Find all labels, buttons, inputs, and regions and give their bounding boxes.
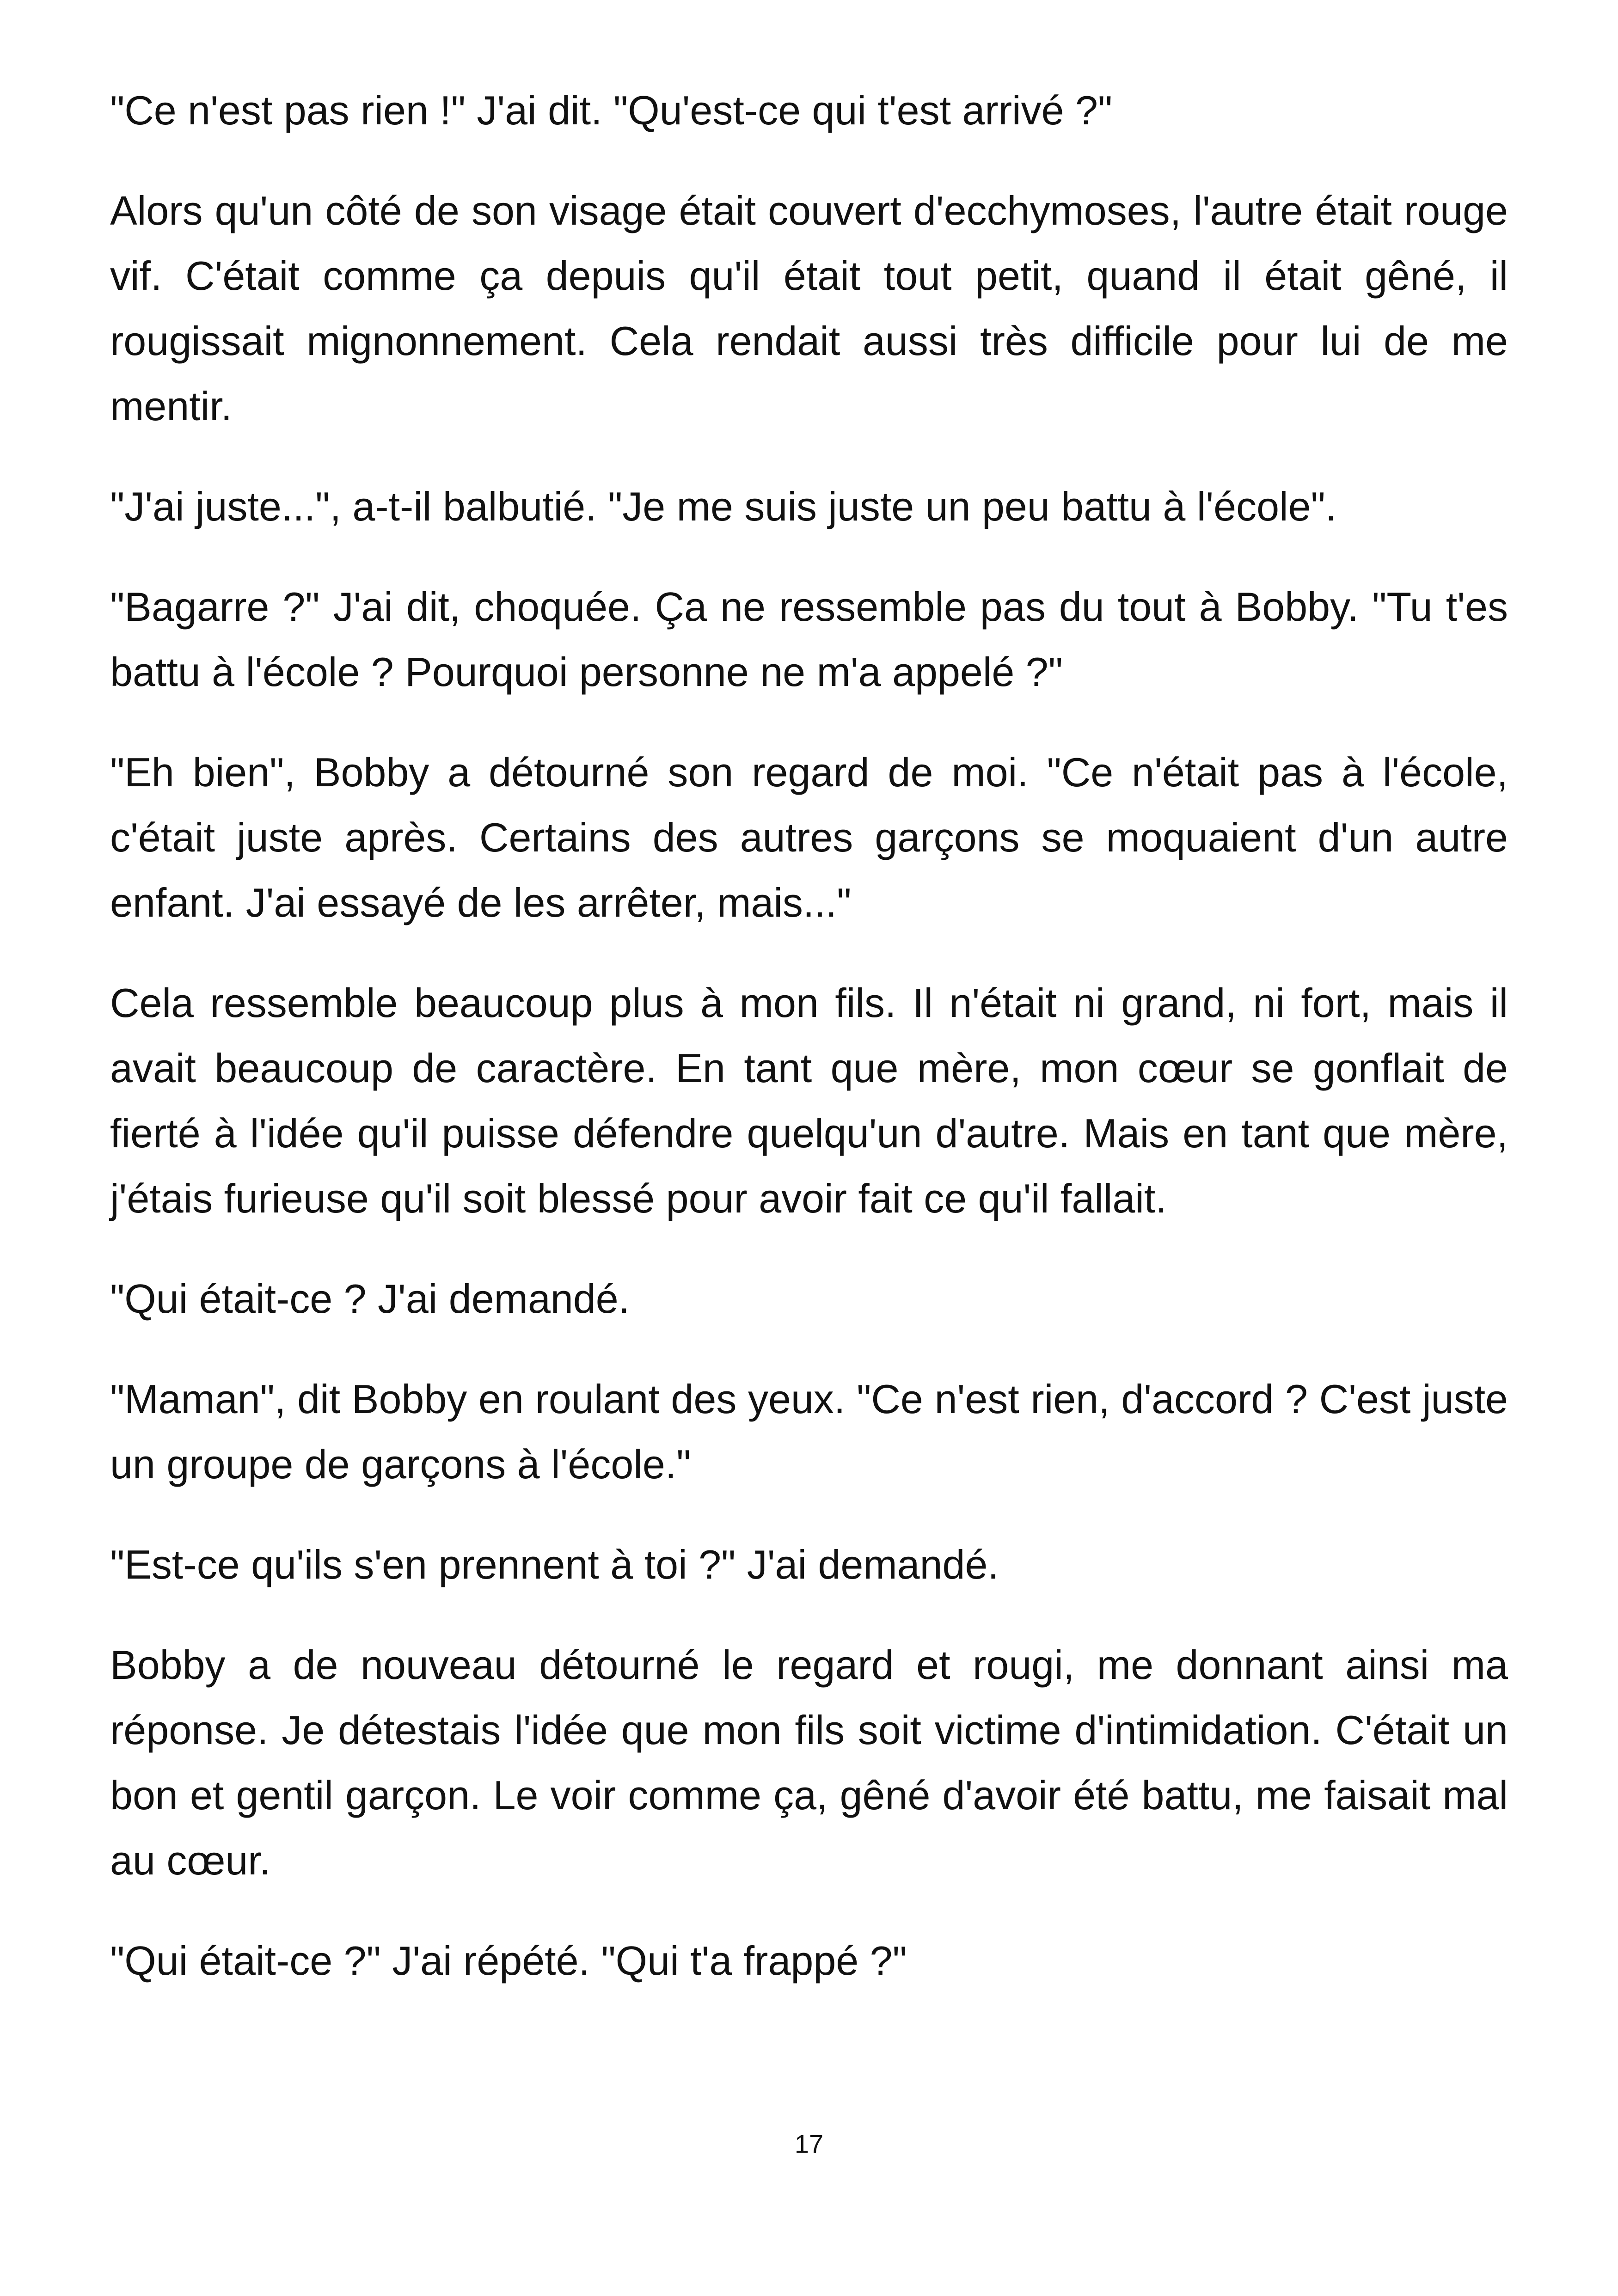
paragraph: Cela ressemble beaucoup plus à mon fils. Il n'était ni grand, ni fort, mais il avait beaucoup de caractère. En tant que mère, mon cœur se gonflait de fierté à l'idée qu'il puisse défendre quelqu'un d'autre. Mais en tant que mère, j'étais furieuse qu'il soit blessé pour avoir fait ce qu'il fallait. [110, 980, 1508, 1221]
paragraph: "Maman", dit Bobby en roulant des yeux. "Ce n'est rien, d'accord ? C'est juste un groupe de garçons à l'école." [110, 1376, 1508, 1487]
paragraph: Bobby a de nouveau détourné le regard et rougi, me donnant ainsi ma réponse. Je détestais l'idée que mon fils soit victime d'intimidation. C'était un bon et gentil garçon. Le voir comme ça, gêné d'avoir été battu, me faisait mal au cœur. [110, 1642, 1508, 1883]
paragraph: "Bagarre ?" J'ai dit, choquée. Ça ne ressemble pas du tout à Bobby. "Tu t'es battu à l'école ? Pourquoi personne ne m'a appelé ?" [110, 584, 1508, 695]
paragraph: Alors qu'un côté de son visage était couvert d'ecchymoses, l'autre était rouge vif. C'était comme ça depuis qu'il était tout petit, quand il était gêné, il rougissait mignonnement. Cela rendait aussi très difficile pour lui de me mentir. [110, 188, 1508, 429]
paragraph: "J'ai juste...", a-t-il balbutié. "Je me suis juste un peu battu à l'école". [110, 484, 1337, 529]
paragraph: "Ce n'est pas rien !" J'ai dit. "Qu'est-ce qui t'est arrivé ?" [110, 87, 1113, 133]
paragraph: "Qui était-ce ?" J'ai répété. "Qui t'a frappé ?" [110, 1938, 907, 1984]
paragraph: "Est-ce qu'ils s'en prennent à toi ?" J'ai demandé. [110, 1542, 999, 1587]
paragraph: "Eh bien", Bobby a détourné son regard de moi. "Ce n'était pas à l'école, c'était juste après. Certains des autres garçons se moquaient d'un autre enfant. J'ai essayé de les arrêter, mais..." [110, 749, 1508, 925]
page-number: 17 [794, 2129, 824, 2158]
paragraph: "Qui était-ce ? J'ai demandé. [110, 1276, 630, 1322]
body-text [110, 78, 1508, 2028]
